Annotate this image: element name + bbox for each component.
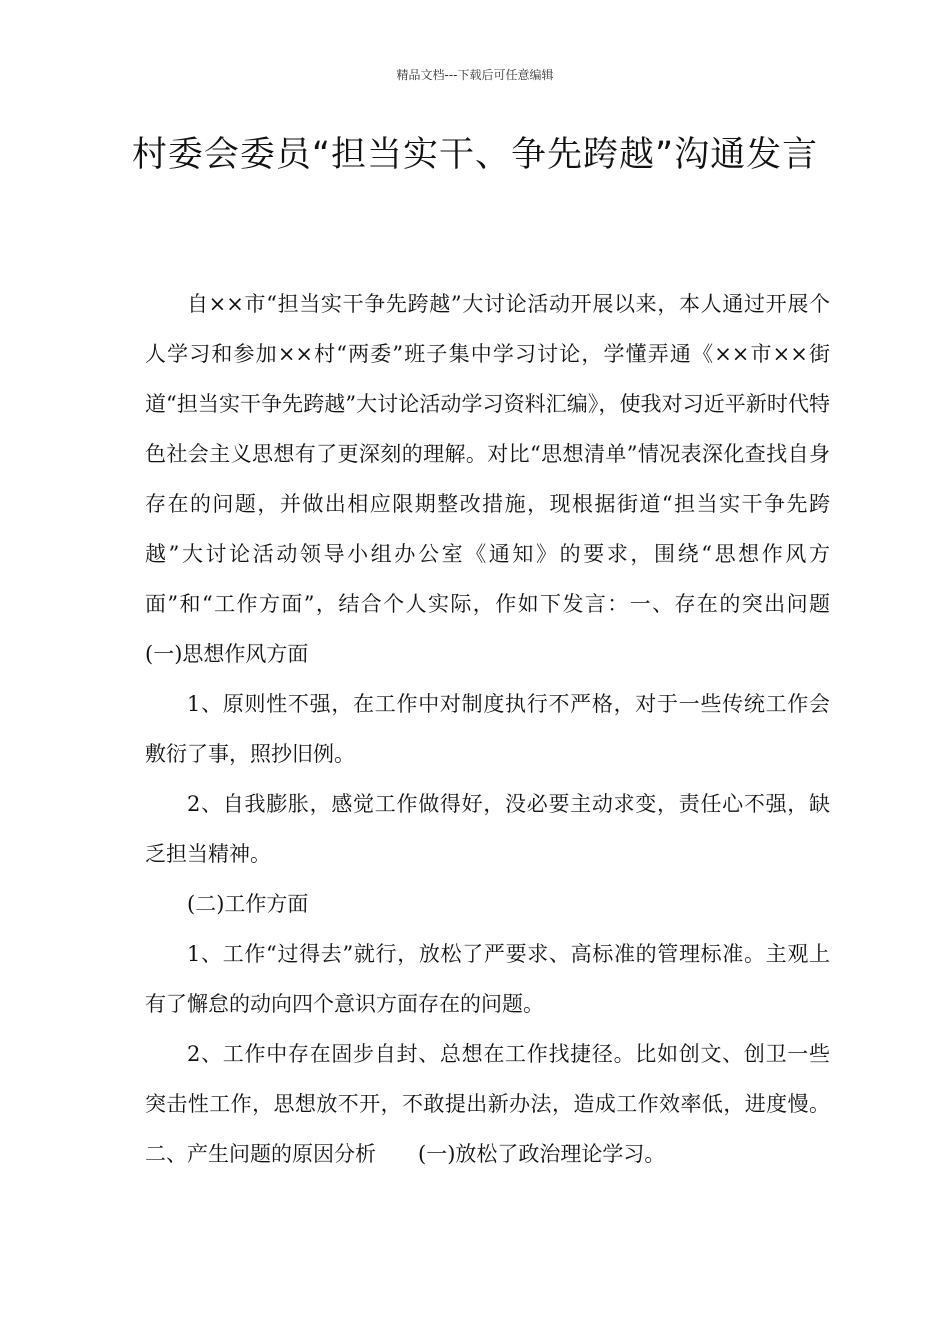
paragraph-item-3: 1、工作“过得去”就行，放松了严要求、高标准的管理标准。主观上有了懈怠的动向四个意识方面存在的问题。 [145,942,830,1016]
paragraph-item-4: 2、工作中存在固步自封、总想在工作找捷径。比如创文、创卫一些突击性工作，思想放不开，不敢提出新办法，造成工作效率低，进度慢。二、产生问题的原因分析 (一)放松了政治理论学习。 [145,1042,830,1166]
paragraph-section-heading: (二)工作方面 [187,892,309,916]
paragraph-intro: 自××市“担当实干争先跨越”大讨论活动开展以来，本人通过开展个人学习和参加××村“两委”班子集中学习讨论，学懂弄通《××市××街道“担当实干争先跨越”大讨论活动学习资料汇编》，使我对习近平新时代特色社会主义思想有了更深刻的理解。对比“思想清单”情况表深化查找自身存在的问题，并做出相应限期整改措施，现根据街道“担当实干争先跨越”大讨论活动领导小组办公室《通知》的要求，围绕“思想作风方面”和“工作方面”，结合个人实际，作如下发言：一、存在的突出问题 (一)思想作风方面 [145,292,872,666]
page-header: 精品文档---下载后可任意编辑 [396,68,554,82]
document-title: 村委会委员“担当实干、争先跨越”沟通发言 [131,135,819,175]
document-body [145,279,872,1179]
paragraph-item-2: 2、自我膨胀，感觉工作做得好，没必要主动求变，责任心不强，缺乏担当精神。 [145,792,830,866]
paragraph-item-1: 1、原则性不强，在工作中对制度执行不严格，对于一些传统工作会敷衍了事，照抄旧例。 [145,692,830,766]
